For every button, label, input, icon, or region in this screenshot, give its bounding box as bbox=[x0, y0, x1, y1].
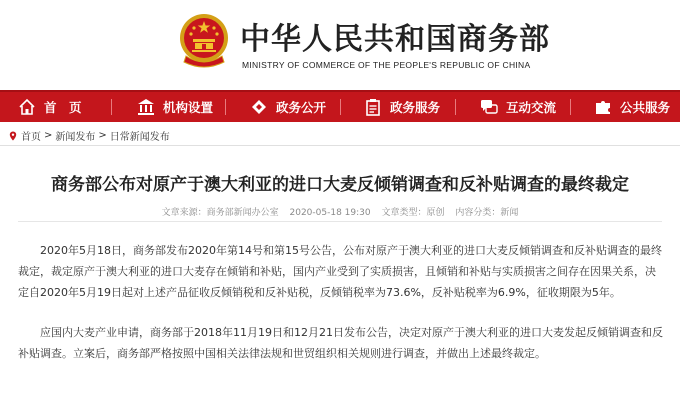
nav-item-label: 首 页 bbox=[44, 100, 82, 115]
puzzle-icon bbox=[594, 98, 612, 116]
article-type: 文章类型：原创 bbox=[381, 208, 445, 218]
breadcrumb-home[interactable]: 首页 bbox=[21, 132, 41, 143]
nav-divider bbox=[455, 99, 456, 115]
national-emblem-icon[interactable] bbox=[178, 12, 230, 70]
nav-divider bbox=[340, 99, 341, 115]
main-nav bbox=[0, 90, 680, 122]
chat-icon bbox=[480, 98, 498, 116]
nav-item-organization[interactable] bbox=[137, 92, 213, 122]
nav-item-label: 机构设置 bbox=[163, 100, 214, 115]
article-paragraph: 应国内大麦产业申请，商务部于2018年11月19日和12月21日发布公告，决定对原产于澳大利亚的进口大麦发起反倾销调查和反补贴调查。立案后，商务部严格按照中国相关法律法规和世贸组织相关规则进行调查，并做出上述最终裁定。 bbox=[18, 326, 663, 360]
article-date: 2020-05-18 19:30 bbox=[289, 208, 371, 218]
diamond-icon bbox=[250, 98, 268, 116]
nav-divider bbox=[225, 99, 226, 115]
article-title: 商务部公布对原产于澳大利亚的进口大麦反倾销调查和反补贴调查的最终裁定 bbox=[51, 175, 629, 195]
breadcrumb bbox=[8, 128, 170, 143]
building-icon bbox=[137, 98, 155, 116]
clipboard-icon bbox=[364, 98, 382, 116]
nav-item-gov-services[interactable] bbox=[364, 92, 440, 122]
site-header bbox=[0, 0, 680, 85]
home-icon bbox=[18, 98, 36, 116]
site-title[interactable]: 中华人民共和国商务部 bbox=[240, 22, 550, 57]
nav-item-interaction[interactable] bbox=[480, 92, 556, 122]
nav-item-public-services[interactable] bbox=[594, 92, 670, 122]
nav-item-public-affairs[interactable] bbox=[250, 92, 326, 122]
site-subtitle: MINISTRY OF COMMERCE OF THE PEOPLE'S REPUBLIC OF CHINA bbox=[242, 60, 531, 70]
divider bbox=[0, 145, 680, 146]
nav-item-label: 政务服务 bbox=[390, 100, 441, 115]
nav-item-label: 政务公开 bbox=[276, 100, 327, 115]
nav-divider bbox=[111, 99, 112, 115]
nav-item-label: 互动交流 bbox=[506, 100, 557, 115]
location-pin-icon bbox=[8, 131, 18, 141]
breadcrumb-news[interactable]: 新闻发布 bbox=[55, 132, 96, 143]
article-category: 内容分类：新闻 bbox=[455, 208, 519, 218]
breadcrumb-separator: > bbox=[44, 130, 53, 141]
nav-item-home[interactable] bbox=[18, 92, 82, 122]
nav-divider bbox=[570, 99, 571, 115]
article-paragraph: 2020年5月18日，商务部发布2020年第14号和第15号公告，公布对原产于澳大利亚的进口大麦反倾销调查和反补贴调查的最终裁定，裁定原产于澳大利亚的进口大麦存在倾销和补贴，国内产业受到了实质损害，且倾销和补贴与实质损害之间存在因果关系，决定自2020年5月19日起对上述产品征收反倾销税和反补贴税，反倾销税率为73.6%，反补贴税率为6.9%，征收期限为5年。 bbox=[18, 244, 662, 299]
divider bbox=[18, 221, 662, 222]
breadcrumb-separator: > bbox=[98, 130, 107, 141]
nav-item-label: 公共服务 bbox=[620, 100, 671, 115]
article-meta bbox=[0, 205, 680, 218]
breadcrumb-daily-news[interactable]: 日常新闻发布 bbox=[109, 132, 170, 143]
article-source: 文章来源：商务部新闻办公室 bbox=[161, 208, 279, 218]
